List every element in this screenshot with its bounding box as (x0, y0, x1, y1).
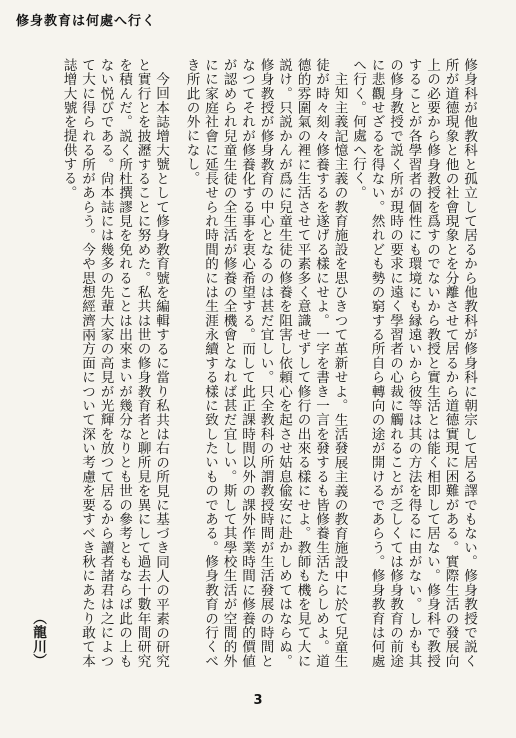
running-title: 修身教育は何處へ行く (16, 14, 157, 29)
paragraph-3: 今回本誌增大號として修身教育號を編輯するに當り私共は右の所見に基づき同人の平素の研究と實行とを披瀝することに努めた。私共は世の修身教育者と聊所見を異にして過去十數年間研究を積んだ。説く所杜撰謬見を免れることは出來まいが幾分なりとも世の參考ともならば此の上もない悦びである。尙本誌には幾多の先輩大家の高見が光輝を放つて居るから讀者諸君は之によつて大に得られる所があらう。今や思想經濟兩方面について深い考慮を要すべき秋にあたり敢て本誌增大號を提供する。 (60, 58, 169, 668)
body-text (30, 58, 478, 668)
page-number: 3 (253, 693, 263, 708)
paragraph-1: 修身科が他教科と孤立して居るから他教科が修身科に朝宗して居る譯でもない。修身教授で説く所が道德現象と他の社會現象とを分離させて居るから道德實現に困難がある。實際生活の發展向上の必要から修身教授を爲すのでないから教授と實生活とは能く相即して居ない。修身科で教授することが各學習者の個性にも環境にも縁遠いから彼等は其の方法を得るに由がない。しかも其の修身教授で説く所が現時の要求に遠く學習者の心裁に觸れることが乏しくては修身教育の前途に悲觀せざるを得ない。然れども勢の窮する所自ら轉向の途が開けるであらう。修身教育は何處へ行く。何處へ行く。 (350, 58, 477, 668)
author-signature: （龍川） (30, 611, 46, 668)
paragraph-2: 主知主義記憶主義の教育施設を思ひきつて革新せよ。生活發展主義の教育施設中に於て兒童生徒が時々刻々修養するを遂げる樣にせよ。一字を書き一言を發するも皆修養生活たらしめよ。道德的雰圍氣の裡に生活させて平素多く意識せずして修行の出來る樣にせよ。教師も機を見て大に説け。只説かんが爲に兒童生徒の修養を阻害し依頼心を起させ姑息偸安に赴かしめてはならぬ。修身教授が修身教育の中心となるのは甚だ宜しい。只全教科の所謂教授時間が生活發展の時間となつてそれが修養化する事を衷心希望する。而して此正課時間以外の課外作業時間に修養的價値が認められ兒童生徒の全生活が修養の全機會となれば甚だ宜しい。斯して其學校生活が空間的外にに家庭社會に延長せられ時間的には生涯永續する樣に致したいものである。修身教育の行くべき所此の外になし。 (183, 58, 348, 668)
